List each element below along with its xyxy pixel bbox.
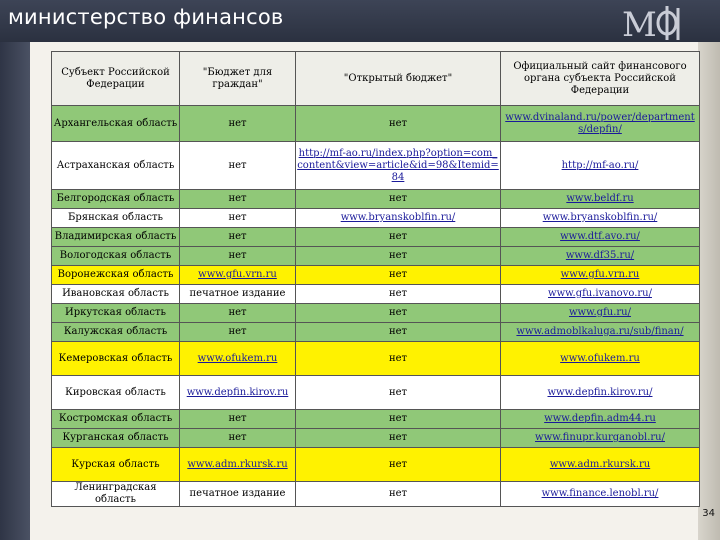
citizens-budget-cell: нет	[180, 429, 296, 448]
table-row	[52, 482, 700, 507]
official-site-cell[interactable]: www.ofukem.ru	[501, 342, 700, 376]
citizens-budget-cell: нет	[180, 209, 296, 228]
region-cell: Архангельская область	[52, 106, 180, 142]
citizens-budget-cell: нет	[180, 190, 296, 209]
column-header-official-site: Официальный сайт финансового органа субъекта Российской Федерации	[501, 52, 700, 106]
citizens-budget-cell: нет	[180, 106, 296, 142]
official-site-cell[interactable]: www.gfu.ivanovo.ru/	[501, 285, 700, 304]
table-row	[52, 376, 700, 410]
region-cell: Владимирская область	[52, 228, 180, 247]
table-row	[52, 228, 700, 247]
open-budget-cell: нет	[296, 410, 501, 429]
citizens-budget-cell: нет	[180, 142, 296, 190]
official-site-cell[interactable]: www.dtf.avo.ru/	[501, 228, 700, 247]
region-cell: Кемеровская область	[52, 342, 180, 376]
region-cell: Курганская область	[52, 429, 180, 448]
open-budget-cell: нет	[296, 228, 501, 247]
citizens-budget-cell[interactable]: www.gfu.vrn.ru	[180, 266, 296, 285]
open-budget-cell[interactable]: www.bryanskoblfin.ru/	[296, 209, 501, 228]
region-cell: Курская область	[52, 448, 180, 482]
table-row	[52, 323, 700, 342]
region-cell: Ленинградская область	[52, 482, 180, 507]
open-budget-cell: нет	[296, 429, 501, 448]
region-cell: Астраханская область	[52, 142, 180, 190]
table-row	[52, 429, 700, 448]
official-site-cell[interactable]: www.beldf.ru	[501, 190, 700, 209]
citizens-budget-cell: печатное издание	[180, 285, 296, 304]
region-cell: Ивановская область	[52, 285, 180, 304]
official-site-cell[interactable]: www.df35.ru/	[501, 247, 700, 266]
official-site-cell[interactable]: http://mf-ao.ru/	[501, 142, 700, 190]
table-row	[52, 448, 700, 482]
column-header-citizens-budget: "Бюджет для граждан"	[180, 52, 296, 106]
official-site-cell[interactable]: www.depfin.adm44.ru	[501, 410, 700, 429]
table-row	[52, 285, 700, 304]
table-body	[52, 106, 700, 507]
column-header-open-budget: "Открытый бюджет"	[296, 52, 501, 106]
citizens-budget-cell: печатное издание	[180, 482, 296, 507]
slide-header	[0, 0, 720, 42]
citizens-budget-cell[interactable]: www.adm.rkursk.ru	[180, 448, 296, 482]
open-budget-cell: нет	[296, 342, 501, 376]
official-site-cell[interactable]: www.admoblkaluga.ru/sub/finan/	[501, 323, 700, 342]
table-row	[52, 142, 700, 190]
table-row	[52, 410, 700, 429]
open-budget-cell: нет	[296, 266, 501, 285]
ministry-logo-icon	[620, 2, 690, 42]
region-cell: Кировская область	[52, 376, 180, 410]
official-site-cell[interactable]: www.depfin.kirov.ru/	[501, 376, 700, 410]
left-decorative-band	[0, 42, 30, 540]
table-row	[52, 304, 700, 323]
open-budget-cell: нет	[296, 448, 501, 482]
open-budget-cell: нет	[296, 376, 501, 410]
regions-budget-table	[51, 51, 700, 507]
citizens-budget-cell[interactable]: www.ofukem.ru	[180, 342, 296, 376]
open-budget-cell: нет	[296, 247, 501, 266]
table-row	[52, 190, 700, 209]
right-decorative-band	[698, 42, 720, 540]
region-cell: Брянская область	[52, 209, 180, 228]
open-budget-cell: нет	[296, 482, 501, 507]
table-row	[52, 209, 700, 228]
region-cell: Вологодская область	[52, 247, 180, 266]
svg-text:М: М	[622, 5, 657, 42]
region-cell: Калужская область	[52, 323, 180, 342]
page-number: 34	[702, 508, 715, 519]
column-header-region: Субъект Российской Федерации	[52, 52, 180, 106]
official-site-cell[interactable]: www.gfu.vrn.ru	[501, 266, 700, 285]
citizens-budget-cell[interactable]: www.depfin.kirov.ru	[180, 376, 296, 410]
official-site-cell[interactable]: www.finance.lenobl.ru/	[501, 482, 700, 507]
header-title: министерство финансов	[8, 5, 284, 29]
citizens-budget-cell: нет	[180, 228, 296, 247]
official-site-cell[interactable]: www.finupr.kurganobl.ru/	[501, 429, 700, 448]
table-row	[52, 266, 700, 285]
citizens-budget-cell: нет	[180, 247, 296, 266]
citizens-budget-cell: нет	[180, 304, 296, 323]
region-cell: Иркутская область	[52, 304, 180, 323]
region-cell: Костромская область	[52, 410, 180, 429]
open-budget-cell: нет	[296, 304, 501, 323]
official-site-cell[interactable]: www.adm.rkursk.ru	[501, 448, 700, 482]
region-cell: Белгородская область	[52, 190, 180, 209]
open-budget-cell: нет	[296, 323, 501, 342]
table-row	[52, 342, 700, 376]
region-cell: Воронежская область	[52, 266, 180, 285]
citizens-budget-cell: нет	[180, 410, 296, 429]
citizens-budget-cell: нет	[180, 323, 296, 342]
table-row	[52, 247, 700, 266]
official-site-cell[interactable]: www.gfu.ru/	[501, 304, 700, 323]
table-row	[52, 106, 700, 142]
open-budget-cell: нет	[296, 106, 501, 142]
table-header-row	[52, 52, 700, 106]
open-budget-cell: нет	[296, 190, 501, 209]
official-site-cell[interactable]: www.dvinaland.ru/power/departments/depfin/	[501, 106, 700, 142]
official-site-cell[interactable]: www.bryanskoblfin.ru/	[501, 209, 700, 228]
open-budget-cell: нет	[296, 285, 501, 304]
open-budget-cell[interactable]: http://mf-ao.ru/index.php?option=com_content&view=article&id=98&Itemid=84	[296, 142, 501, 190]
